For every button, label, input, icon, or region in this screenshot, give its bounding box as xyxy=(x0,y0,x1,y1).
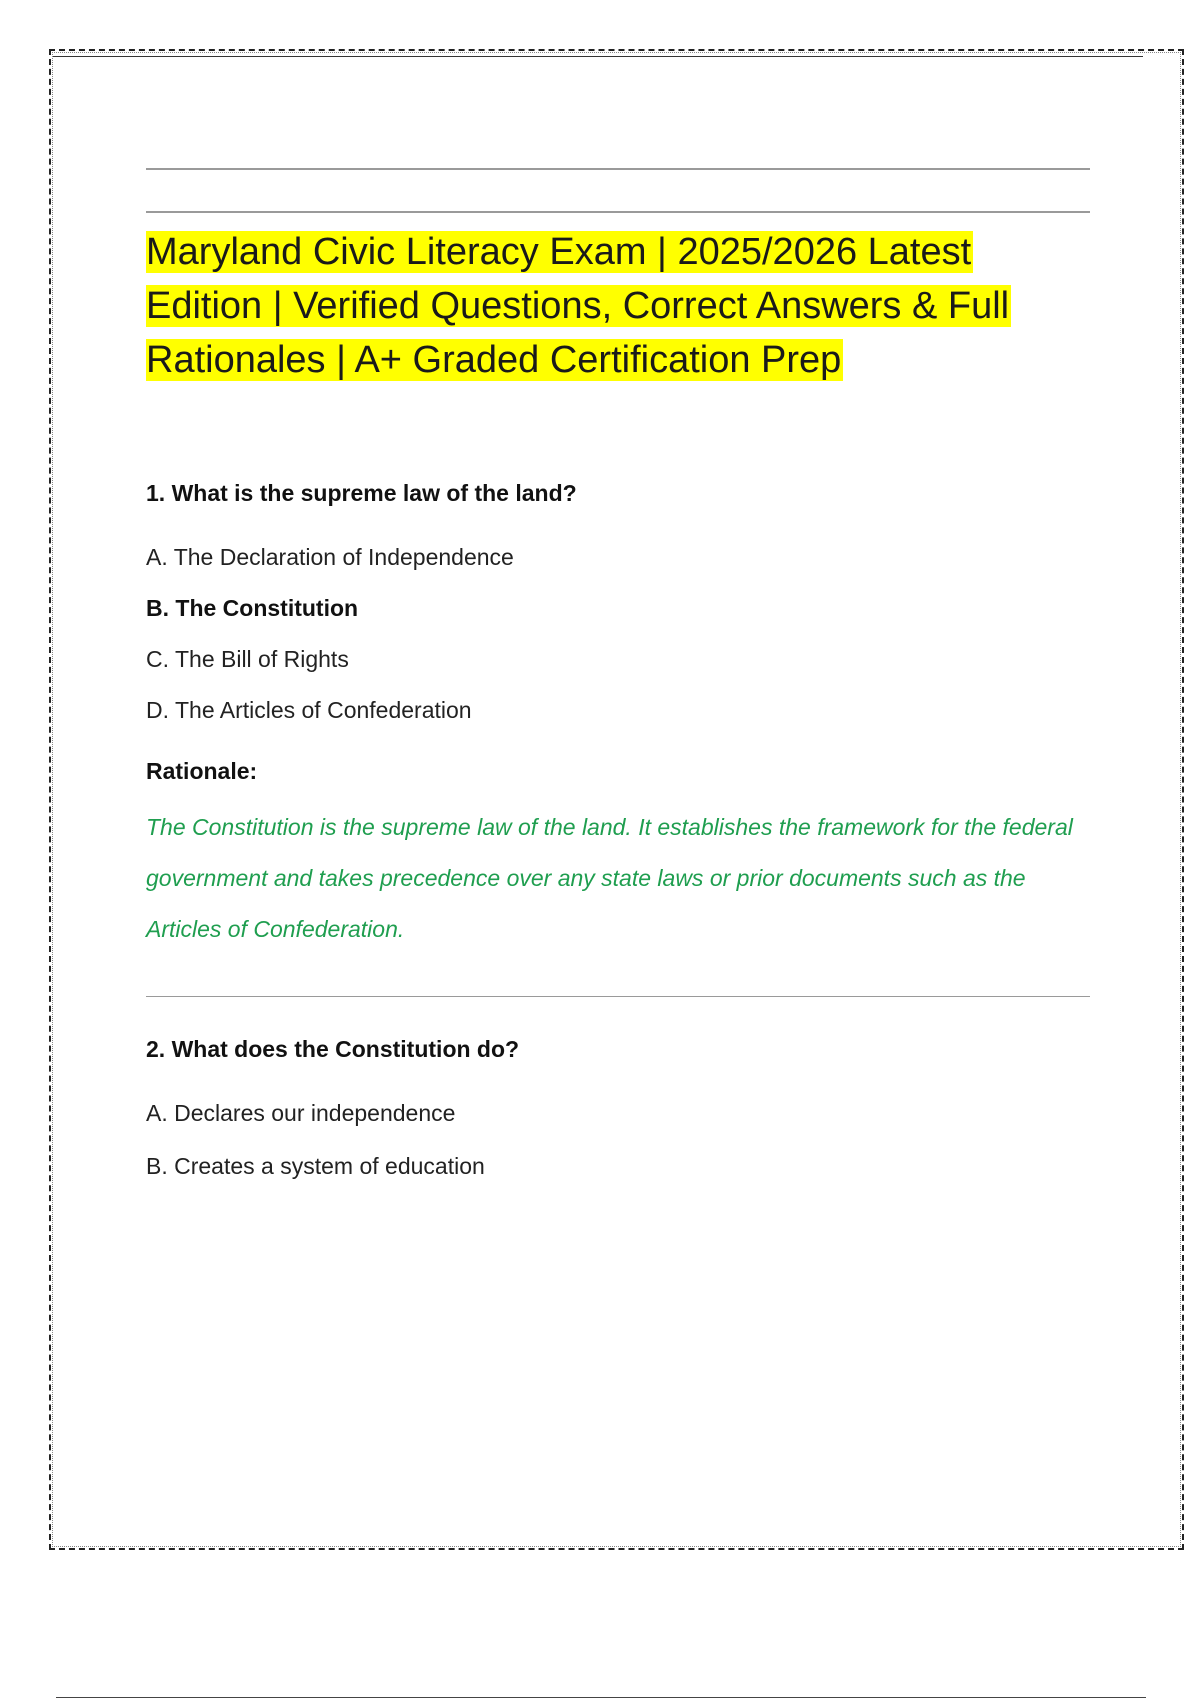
question-1-option-a: A. The Declaration of Independence xyxy=(146,544,514,570)
question-2-option-b: B. Creates a system of education xyxy=(146,1153,485,1179)
document-body xyxy=(146,168,1090,1181)
document-title-highlight: Maryland Civic Literacy Exam | 2025/2026 Latest Edition | Verified Questions, Correct Answers & Full Rationales | A+ Graded Certification Prep xyxy=(146,231,1010,381)
question-2 xyxy=(146,1034,1090,1181)
question-1-rationale-text: The Constitution is the supreme law of the land. It establishes the framework for the federal government and takes precedence over any state laws or prior documents such as the Articles of Confederation. xyxy=(146,814,1073,942)
document-title xyxy=(146,225,1090,387)
question-divider xyxy=(146,996,1090,997)
header-rule-top xyxy=(146,168,1090,170)
question-1 xyxy=(146,478,1090,955)
question-1-text: 1. What is the supreme law of the land? xyxy=(146,480,577,506)
question-2-option-a: A. Declares our independence xyxy=(146,1100,456,1126)
question-1-options xyxy=(146,542,1090,725)
page-top-line xyxy=(53,56,1143,57)
question-1-rationale-label: Rationale: xyxy=(146,758,258,784)
question-1-option-c: C. The Bill of Rights xyxy=(146,646,349,672)
question-2-options xyxy=(146,1098,1090,1181)
next-page-edge xyxy=(56,1697,1146,1698)
header-rule-bottom xyxy=(146,211,1090,213)
question-2-text: 2. What does the Constitution do? xyxy=(146,1036,520,1062)
question-1-option-d: D. The Articles of Confederation xyxy=(146,697,472,723)
question-1-option-b-correct: B. The Constitution xyxy=(146,595,359,621)
